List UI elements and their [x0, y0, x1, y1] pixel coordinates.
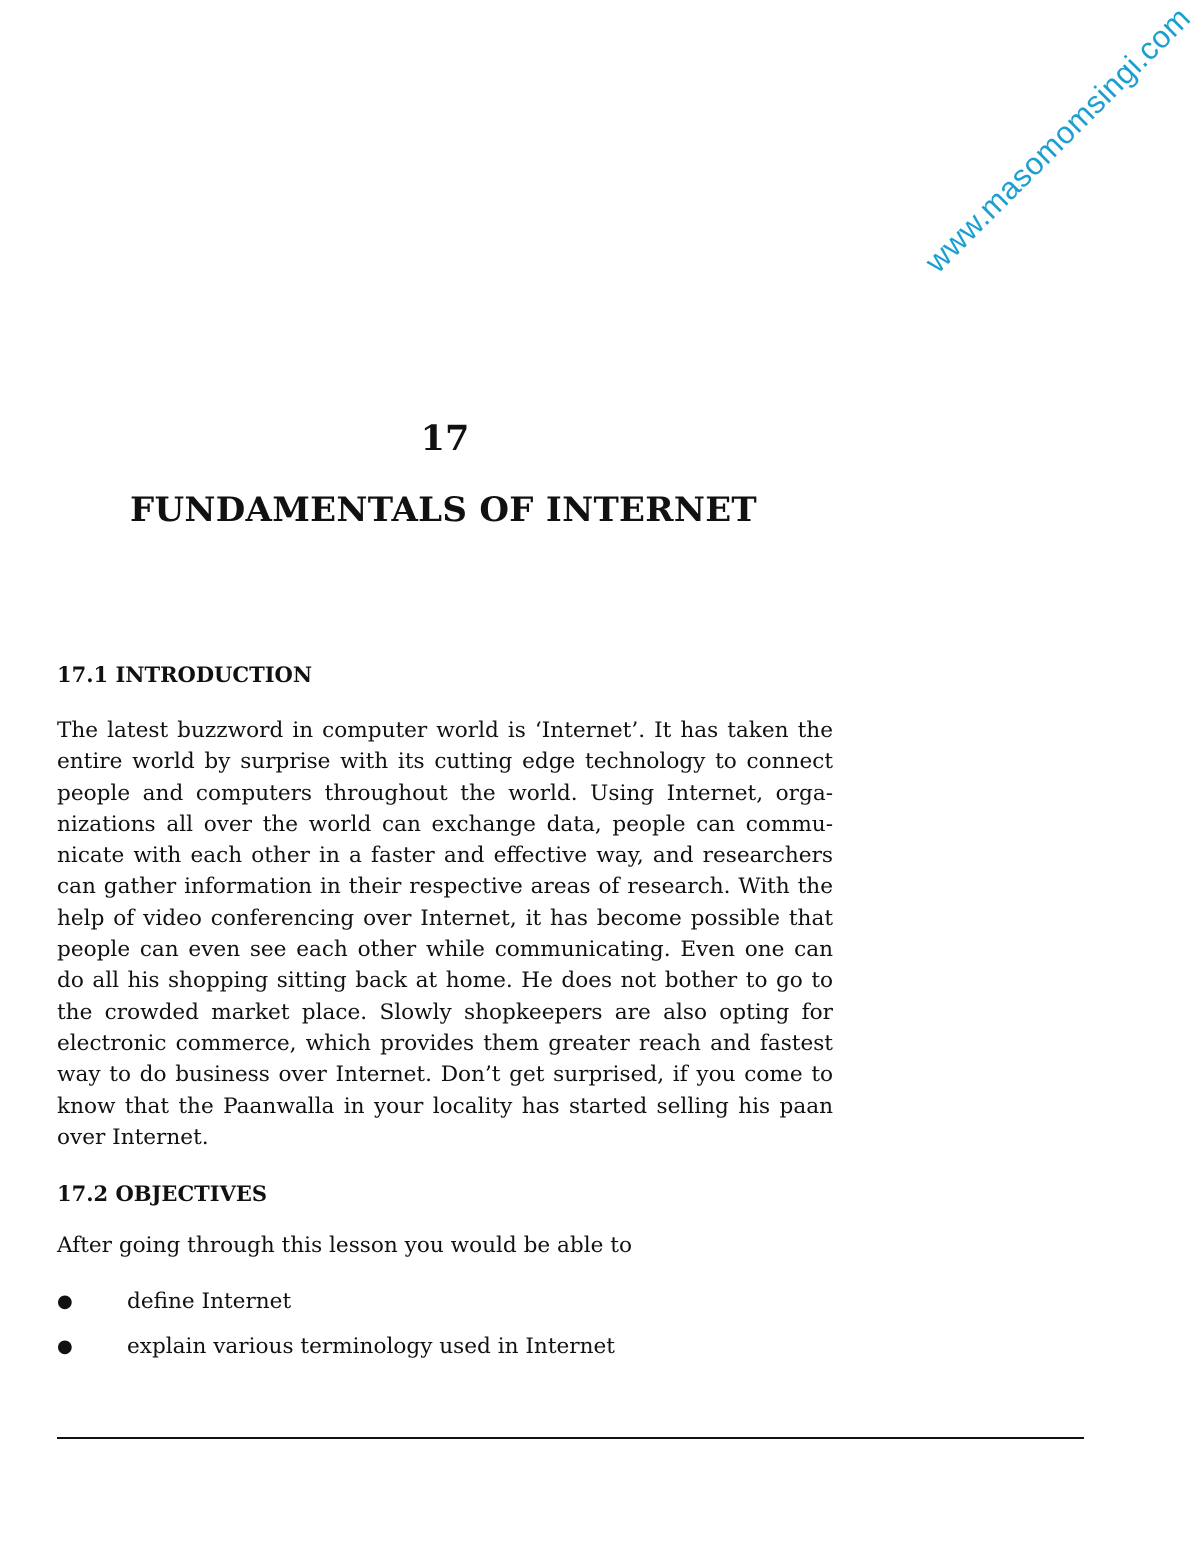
section-heading-introduction: 17.1 INTRODUCTION	[57, 662, 313, 687]
chapter-title: FUNDAMENTALS OF INTERNET	[130, 490, 758, 530]
introduction-paragraph: The latest buzzword in computer world is ‘Internet’. It has taken the entire world by surprise with its cutting edge technology to connect people and computers throughout the world. Using Internet, orga- nizations all over the world can exchange data, people can commu- nicate with each other in a faster and effective way, and researchers can gather information in their respective areas of research. With the help of video conferencing over Internet, it has become possible that people can even see each other while communicating. Even one can do all his shopping sitting back at home. He does not bother to go to the crowded market place. Slowly shopkeepers are also opting for electronic commerce, which provides them greater reach and fastest way to do business over Internet. Don’t get surprised, if you come to know that the Paanwalla in your locality has started selling his paan over Internet.	[57, 718, 833, 1150]
bullet-icon: ●	[57, 1291, 73, 1312]
section-heading-objectives: 17.2 OBJECTIVES	[57, 1181, 268, 1206]
bullet-icon: ●	[57, 1336, 73, 1357]
objectives-lead: After going through this lesson you would be able to	[57, 1233, 632, 1258]
chapter-number: 17	[420, 418, 470, 459]
list-item-text: define Internet	[127, 1289, 292, 1314]
watermark-url: www.masomomsingi.com	[918, 0, 1198, 280]
footer-divider	[57, 1437, 1084, 1439]
list-item-text: explain various terminology used in Internet	[127, 1334, 615, 1359]
